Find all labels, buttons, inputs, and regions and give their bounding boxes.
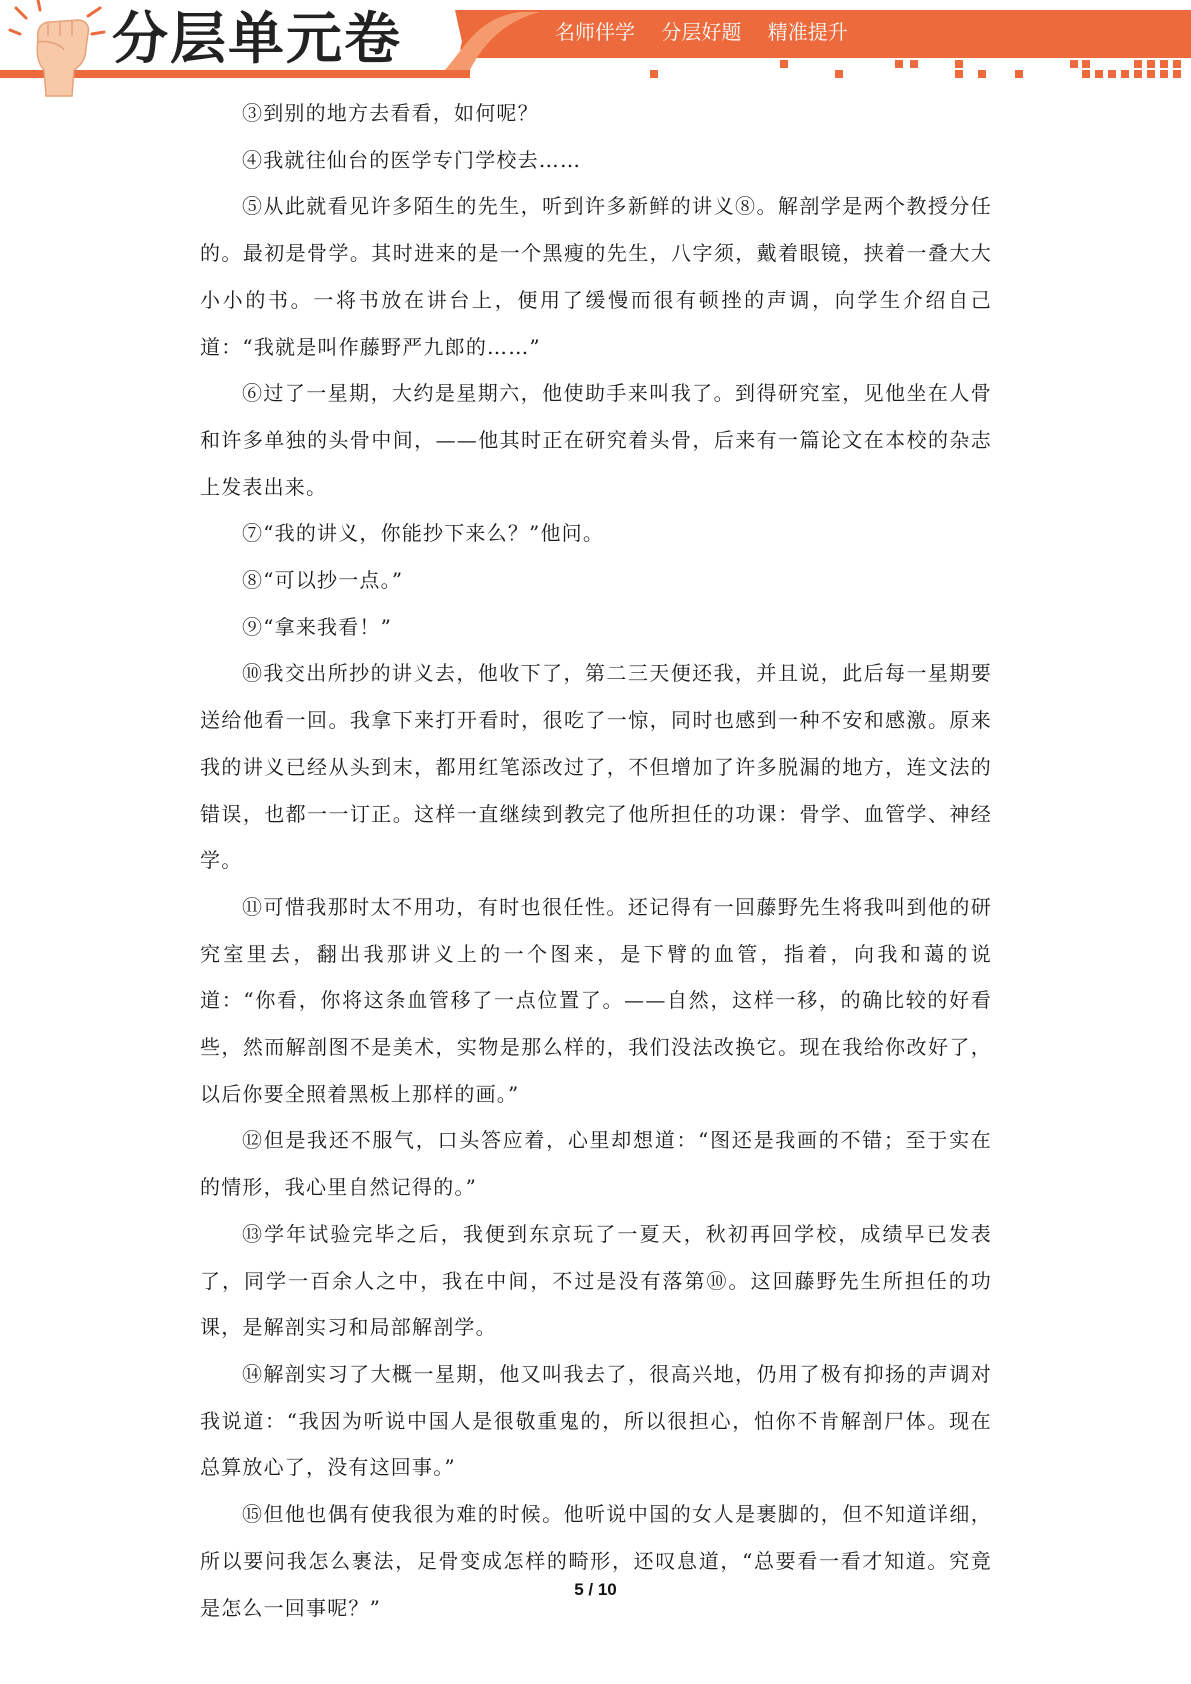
paragraph-9: ⑨“拿来我看！” (242, 614, 393, 639)
raised-fist-icon (8, 0, 108, 100)
paragraph-7: ⑦“我的讲义，你能抄下来么？”他问。 (242, 521, 605, 546)
slogan-item: 分层好题 (661, 20, 742, 44)
page-number: 5 / 10 (574, 1580, 617, 1599)
slogan-item: 精准提升 (767, 20, 848, 44)
header-slogan (555, 18, 868, 46)
paragraph-5: ⑤从此就看见许多陌生的先生，听到许多新鲜的讲义⑧。解剖学是两个教授分任的。最初是骨学。其时进来的是一个黑瘦的先生，八字须，戴着眼镜，挟着一叠大大小小的书。一将书放在讲台上，便用了缓慢而很有顿挫的声调，向学生介绍自己道：“我就是叫作藤野严九郎的……” (200, 194, 992, 359)
paragraph-10: ⑩我交出所抄的讲义去，他收下了，第二三天便还我，并且说，此后每一星期要送给他看一回。我拿下来打开看时，很吃了一惊，同时也感到一种不安和感激。原来我的讲义已经从头到末，都用红笔添改过了，不但增加了许多脱漏的地方，连文法的错误，也都一一订正。这样一直继续到教完了他所担任的功课：骨学、血管学、神经学。 (200, 661, 992, 873)
paragraph-6: ⑥过了一星期，大约是星期六，他使助手来叫我了。到得研究室，见他坐在人骨和许多单独的头骨中间，——他其时正在研究着头骨，后来有一篇论文在本校的杂志上发表出来。 (200, 381, 992, 499)
paragraph-12: ⑫但是我还不服气，口头答应着，心里却想道：“图还是我画的不错；至于实在的情形，我心里自然记得的。” (200, 1128, 992, 1200)
document-body (200, 90, 992, 1631)
paragraph-13: ⑬学年试验完毕之后，我便到东京玩了一夏天，秋初再回学校，成绩早已发表了，同学一百余人之中，我在中间，不过是没有落第⑩。这回藤野先生所担任的功课，是解剖实习和局部解剖学。 (200, 1221, 992, 1340)
paragraph-4: ④我就往仙台的医学专门学校去…… (242, 147, 582, 172)
paragraph-3: ③到别的地方去看看，如何呢？ (242, 101, 539, 125)
paragraph-15: ⑮但他也偶有使我很为难的时候。他听说中国的女人是裹脚的，但不知道详细，所以要问我怎么裹法，足骨变成怎样的畸形，还叹息道，“总要看一看才知道。究竟是怎么一回事呢？” (200, 1502, 992, 1620)
brand-title: 分层单元卷 (112, 7, 402, 72)
paragraph-11: ⑪可惜我那时太不用功，有时也很任性。还记得有一回藤野先生将我叫到他的研究室里去，翻出我那讲义上的一个图来，是下臂的血管，指着，向我和蔼的说道：“你看，你将这条血管移了一点位置了。——自然，这样一移，的确比较的好看些，然而解剖图不是美术，实物是那么样的，我们没法改换它。现在我给你改好了，以后你要全照着黑板上那样的画。” (200, 894, 992, 1106)
paragraph-14: ⑭解剖实习了大概一星期，他又叫我去了，很高兴地，仍用了极有抑扬的声调对我说道：“我因为听说中国人是很敬重鬼的，所以很担心，怕你不肯解剖尸体。现在总算放心了，没有这回事。” (200, 1361, 992, 1480)
slogan-item: 名师伴学 (555, 20, 635, 44)
paragraph-8: ⑧“可以抄一点。” (242, 568, 404, 593)
page-header (0, 0, 1191, 100)
decorative-dots (650, 60, 1181, 78)
